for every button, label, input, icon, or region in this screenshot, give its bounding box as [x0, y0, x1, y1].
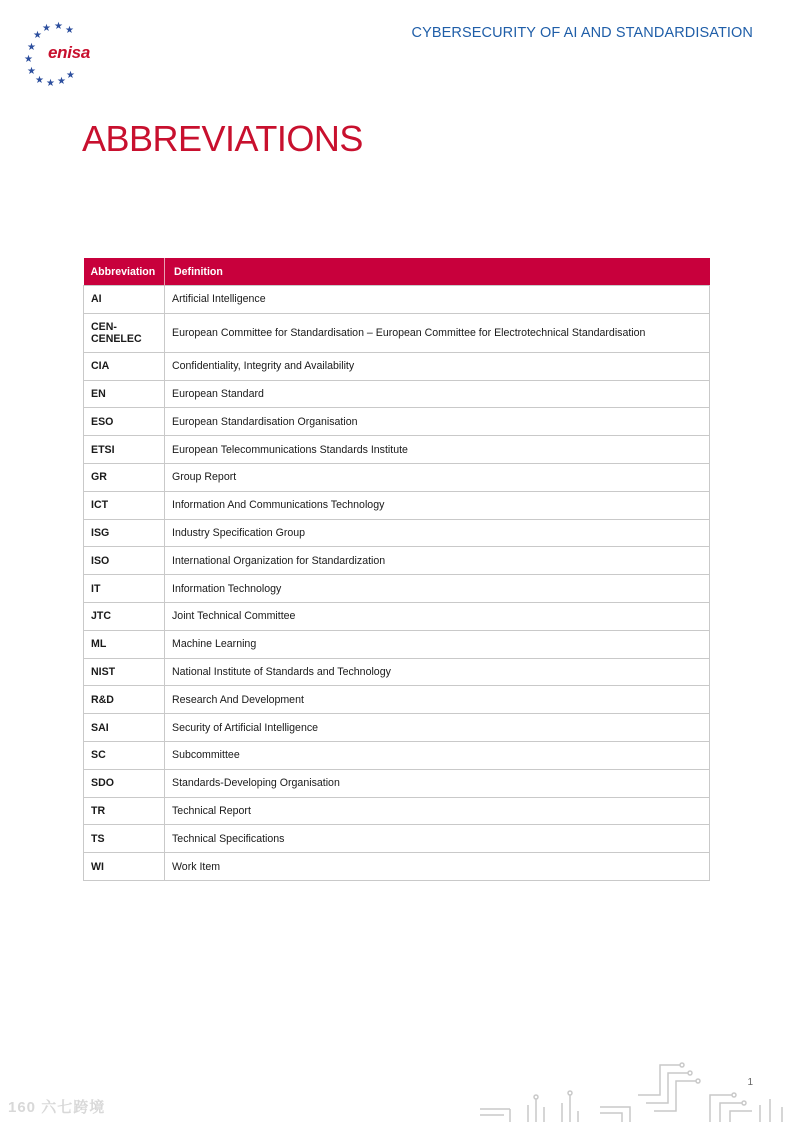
table-row: [84, 313, 710, 352]
star-icon: ★: [27, 42, 36, 53]
table-row: [84, 519, 710, 547]
abbreviation-cell: CIA: [84, 352, 165, 380]
table-row: [84, 630, 710, 658]
abbreviation-cell: ESO: [84, 408, 165, 436]
definition-cell: Artificial Intelligence: [165, 286, 710, 314]
abbreviation-cell: IT: [84, 575, 165, 603]
definition-cell: Subcommittee: [165, 741, 710, 769]
table-row: [84, 602, 710, 630]
table-row: [84, 658, 710, 686]
abbreviation-cell: SAI: [84, 714, 165, 742]
star-icon: ★: [42, 23, 51, 34]
table-row: [84, 714, 710, 742]
star-icon: ★: [27, 66, 36, 77]
page-title: ABBREVIATIONS: [82, 118, 363, 159]
table-row: [84, 286, 710, 314]
definition-cell: International Organization for Standardization: [165, 547, 710, 575]
definition-cell: Joint Technical Committee: [165, 602, 710, 630]
table-row: [84, 797, 710, 825]
definition-cell: Group Report: [165, 463, 710, 491]
abbreviation-cell: ISO: [84, 547, 165, 575]
definition-cell: Industry Specification Group: [165, 519, 710, 547]
star-icon: ★: [35, 75, 44, 86]
abbreviation-cell: WI: [84, 853, 165, 881]
definition-cell: European Standard: [165, 380, 710, 408]
abbreviation-cell: ICT: [84, 491, 165, 519]
definition-cell: Machine Learning: [165, 630, 710, 658]
logo-wordmark: enisa: [48, 43, 90, 62]
page-number: 1: [747, 1077, 753, 1088]
table-row: [84, 352, 710, 380]
star-icon: ★: [57, 76, 66, 87]
table-row: [84, 686, 710, 714]
document-title: CYBERSECURITY OF AI AND STANDARDISATION: [411, 25, 753, 41]
table-row: [84, 491, 710, 519]
abbreviation-cell: NIST: [84, 658, 165, 686]
column-header-definition: Definition: [165, 258, 710, 286]
table-body: [84, 286, 710, 881]
abbreviation-cell: ETSI: [84, 436, 165, 464]
definition-cell: Information Technology: [165, 575, 710, 603]
definition-cell: Research And Development: [165, 686, 710, 714]
abbreviation-cell: SDO: [84, 769, 165, 797]
abbreviation-cell: AI: [84, 286, 165, 314]
definition-cell: National Institute of Standards and Technology: [165, 658, 710, 686]
table-row: [84, 408, 710, 436]
table-row: [84, 769, 710, 797]
table-row: [84, 380, 710, 408]
watermark: 160 六七跨境: [8, 1099, 106, 1116]
star-icon: ★: [66, 70, 75, 81]
definition-cell: European Committee for Standardisation – European Committee for Electrotechnical Standardisation: [165, 313, 710, 352]
abbreviation-cell: ISG: [84, 519, 165, 547]
definition-cell: Standards-Developing Organisation: [165, 769, 710, 797]
table-row: [84, 853, 710, 881]
abbreviation-cell: JTC: [84, 602, 165, 630]
table-header-row: [84, 258, 710, 286]
star-icon: ★: [24, 54, 33, 65]
circuit-decoration: [470, 1055, 793, 1122]
table-row: [84, 825, 710, 853]
definition-cell: Technical Specifications: [165, 825, 710, 853]
definition-cell: Technical Report: [165, 797, 710, 825]
table-row: [84, 741, 710, 769]
table-row: [84, 547, 710, 575]
abbreviation-cell: ML: [84, 630, 165, 658]
table-row: [84, 463, 710, 491]
column-header-abbreviation: Abbreviation: [84, 258, 165, 286]
star-icon: ★: [65, 25, 74, 36]
definition-cell: European Standardisation Organisation: [165, 408, 710, 436]
abbreviation-cell: CEN-CENELEC: [84, 313, 165, 352]
abbreviation-cell: SC: [84, 741, 165, 769]
abbreviation-cell: TR: [84, 797, 165, 825]
abbreviation-cell: GR: [84, 463, 165, 491]
definition-cell: European Telecommunications Standards Institute: [165, 436, 710, 464]
definition-cell: Information And Communications Technology: [165, 491, 710, 519]
star-icon: ★: [33, 30, 42, 41]
enisa-logo: [24, 22, 104, 88]
abbreviation-cell: R&D: [84, 686, 165, 714]
table-row: [84, 575, 710, 603]
abbreviation-cell: EN: [84, 380, 165, 408]
definition-cell: Work Item: [165, 853, 710, 881]
abbreviation-cell: TS: [84, 825, 165, 853]
abbreviations-table: [83, 258, 710, 881]
definition-cell: Security of Artificial Intelligence: [165, 714, 710, 742]
table-row: [84, 436, 710, 464]
star-icon: ★: [46, 78, 55, 89]
definition-cell: Confidentiality, Integrity and Availability: [165, 352, 710, 380]
star-icon: ★: [54, 21, 63, 32]
